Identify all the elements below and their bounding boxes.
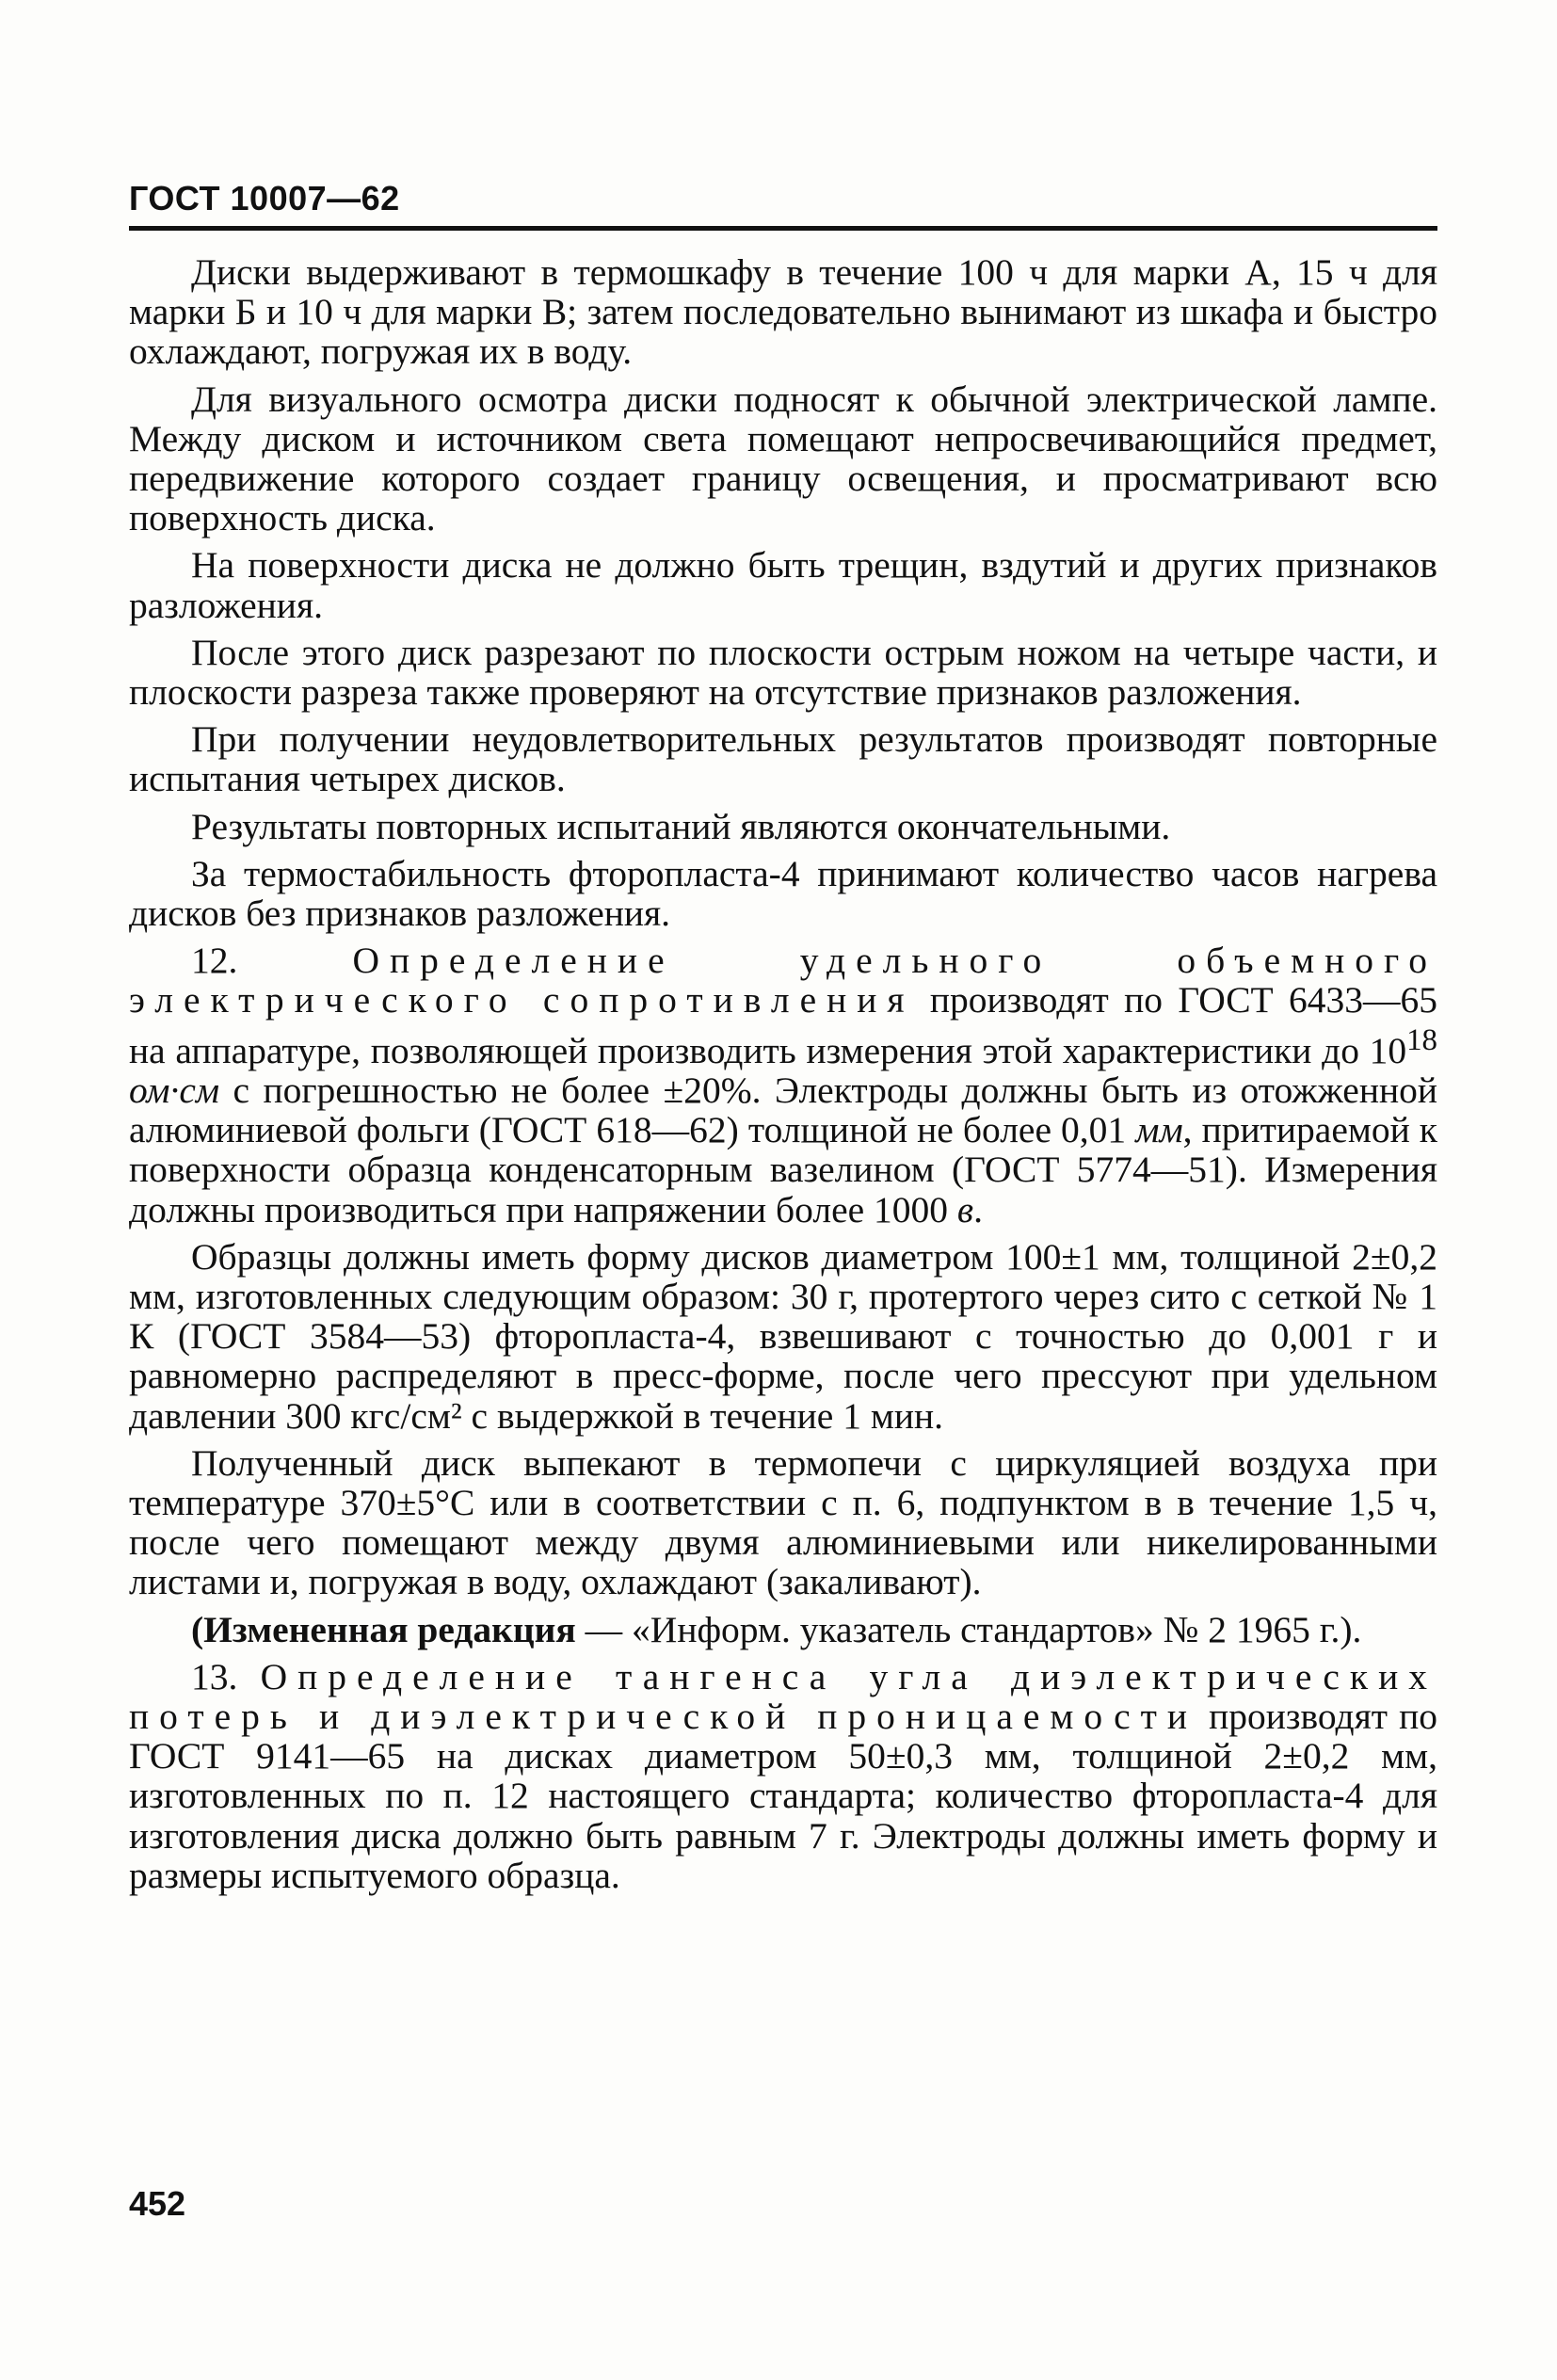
clause-number: 13. [191, 1655, 261, 1697]
paragraph-1: Диски выдерживают в термошкафу в течение 100 ч для марки А, 15 ч для марки Б и 10 ч для марки В; затем последовательно вынимают из шкафа и быстро охлаждают, погружая их в воду. [129, 251, 1437, 373]
unit-mm: мм [1135, 1109, 1183, 1151]
paragraph-baking: Полученный диск выпекают в термопечи с циркуляцией воздуха при температуре 370±5°C или в соответствии с п. 6, подпунктом в в течение 1,5 ч, после чего помещают между двумя алюминиевыми или никелированными листами и, погружая в воду, охлаждают (закаливают). [129, 1441, 1437, 1603]
clause-text: с погрешностью не более ±20%. Электроды должны быть из отожженной алюминиевой фольги (ГОСТ 618—62) толщиной не более 0,01 [129, 1069, 1437, 1151]
paragraph-13-dielectric [129, 1657, 1437, 1895]
unit-ohm-cm: ом·см [129, 1069, 220, 1112]
paragraph-12-resistivity [129, 941, 1437, 1230]
header-rule [129, 226, 1437, 231]
paragraph-7: За термостабильность фторопласта-4 принимают количество часов нагрева дисков без признаков разложения. [129, 852, 1437, 935]
paragraph-5: При получении неудовлетворительных результатов производят повторные испытания четырех дисков. [129, 718, 1437, 800]
clause-term: Определение тангенса угла диэлектрических потерь и диэлектрической проницаемости [129, 1655, 1437, 1738]
paragraph-2: Для визуального осмотра диски подносят к обычной электрической лампе. Между диском и источником света помещают непросвечивающийся предмет, передвижение которого создает границу освещения, и просматривают всю поверхность диска. [129, 378, 1437, 539]
paragraph-6: Результаты повторных испытаний являются окончательными. [191, 805, 1171, 847]
exponent: 18 [1406, 1022, 1437, 1057]
clause-text: , притираемой к поверхности образца конденсаторным вазелином (ГОСТ 5774—51). Измерения должны производиться при напряжении более 1000 [129, 1109, 1437, 1230]
clause-number: 12. [191, 940, 353, 982]
revision-text: — «Информ. указатель стандартов» № 2 1965 г.). [575, 1608, 1362, 1650]
document-body [129, 252, 1437, 1903]
clause-text: производят по ГОСТ 6433—65 на аппаратуре, позволяющей производить измерения этой характеристики до 10 [129, 979, 1437, 1071]
clause-text: производят по ГОСТ 9141—65 на дисках диаметром 50±0,3 мм, толщиной 2±0,2 мм, изготовленных по п. 12 настоящего стандарта; количество фторопласта-4 для изготовления диска должно быть равным 7 г. Электроды должны иметь форму и размеры испытуемого образца. [129, 1696, 1437, 1896]
paragraph-3: На поверхности диска не должно быть трещин, вздутий и других признаков разложения. [129, 544, 1437, 626]
revision-label: (Измененная редакция [191, 1608, 576, 1650]
paragraph-4: После этого диск разрезают по плоскости острым ножом на четыре части, и плоскости разреза также проверяют на отсутствие признаков разложения. [129, 631, 1437, 714]
paragraph-revision-note [129, 1610, 1437, 1649]
unit-v: в [956, 1188, 974, 1230]
page-number: 452 [129, 2184, 186, 2223]
paragraph-samples: Образцы должны иметь форму дисков диаметром 100±1 мм, толщиной 2±0,2 мм, изготовленных следующим образом: 30 г, протертого через сито с сеткой № 1 К (ГОСТ 3584—53) фторопласта-4, взвешивают с точностью до 0,001 г и равномерно распределяют в пресс-форме, после чего прессуют при удельном давлении 300 кгс/см² с выдержкой в течение 1 мин. [129, 1235, 1437, 1437]
standard-header: ГОСТ 10007—62 [129, 179, 400, 217]
clause-text: . [973, 1188, 983, 1230]
clause-term: Определение удельного объемного электрического сопротивления [129, 940, 1437, 1021]
